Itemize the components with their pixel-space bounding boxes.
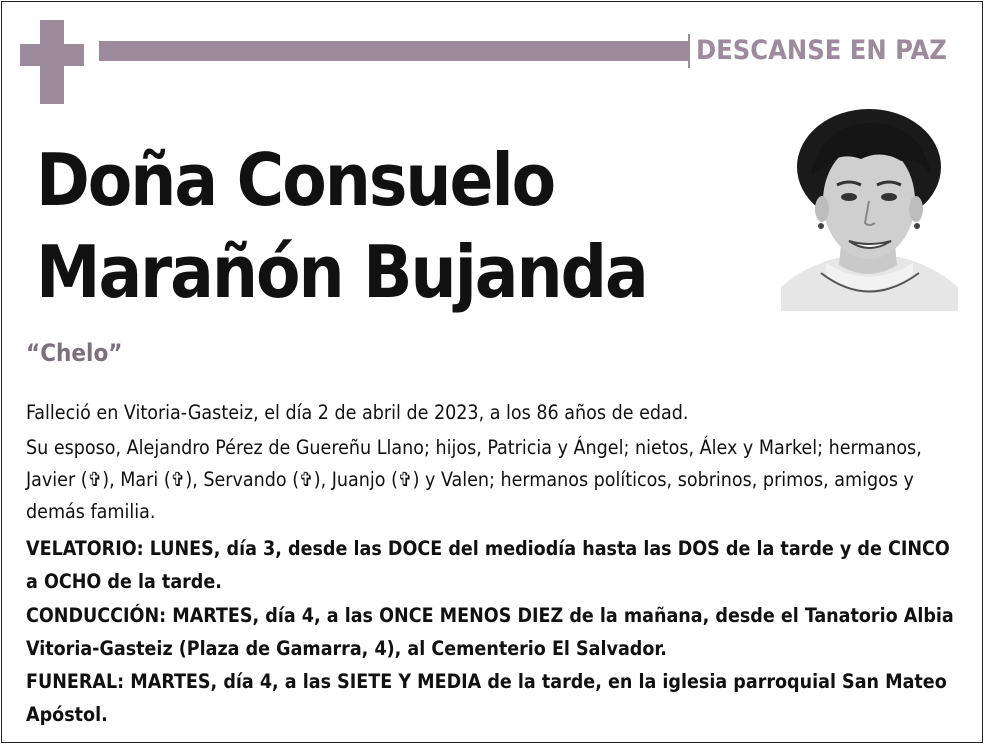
family-list: Su esposo, Alejandro Pérez de Guereñu Llano; hijos, Patricia y Ángel; nietos, Álex y Markel; hermanos, Javier (✞), Mari (✞), Servando (✞), Juanjo (✞) y Valen; hermanos políticos, sobrinos, primos, amigos y demás familia. (26, 436, 922, 523)
header-label: DESCANSE EN PAZ (696, 35, 947, 66)
header-rule (99, 41, 688, 61)
header-separator (688, 34, 690, 68)
name-line-1: Doña Consuelo (36, 138, 555, 222)
obituary-card (1, 1, 983, 743)
death-notice: Falleció en Vitoria-Gasteiz, el día 2 de abril de 2023, a los 86 años de edad. (26, 401, 689, 424)
nickname: “Chelo” (26, 339, 123, 367)
header (688, 32, 958, 72)
wake-info: VELATORIO: LUNES, día 3, desde las DOCE del mediodía hasta las DOS de la tarde y de CINCO a OCHO de la tarde. (26, 537, 950, 593)
deceased-name (36, 134, 647, 318)
procession-info: CONDUCCIÓN: MARTES, día 4, a las ONCE MENOS DIEZ de la mañana, desde el Tanatorio Albia Vitoria-Gasteiz (Plaza de Gamarra, 4), al Cementerio El Salvador. (26, 604, 954, 660)
cross-icon-bar (20, 44, 84, 66)
portrait-photo (781, 105, 958, 311)
name-line-2: Marañón Bujanda (36, 230, 647, 314)
funeral-info: FUNERAL: MARTES, día 4, a las SIETE Y MEDIA de la tarde, en la iglesia parroquial San Mateo Apóstol. (26, 670, 947, 726)
